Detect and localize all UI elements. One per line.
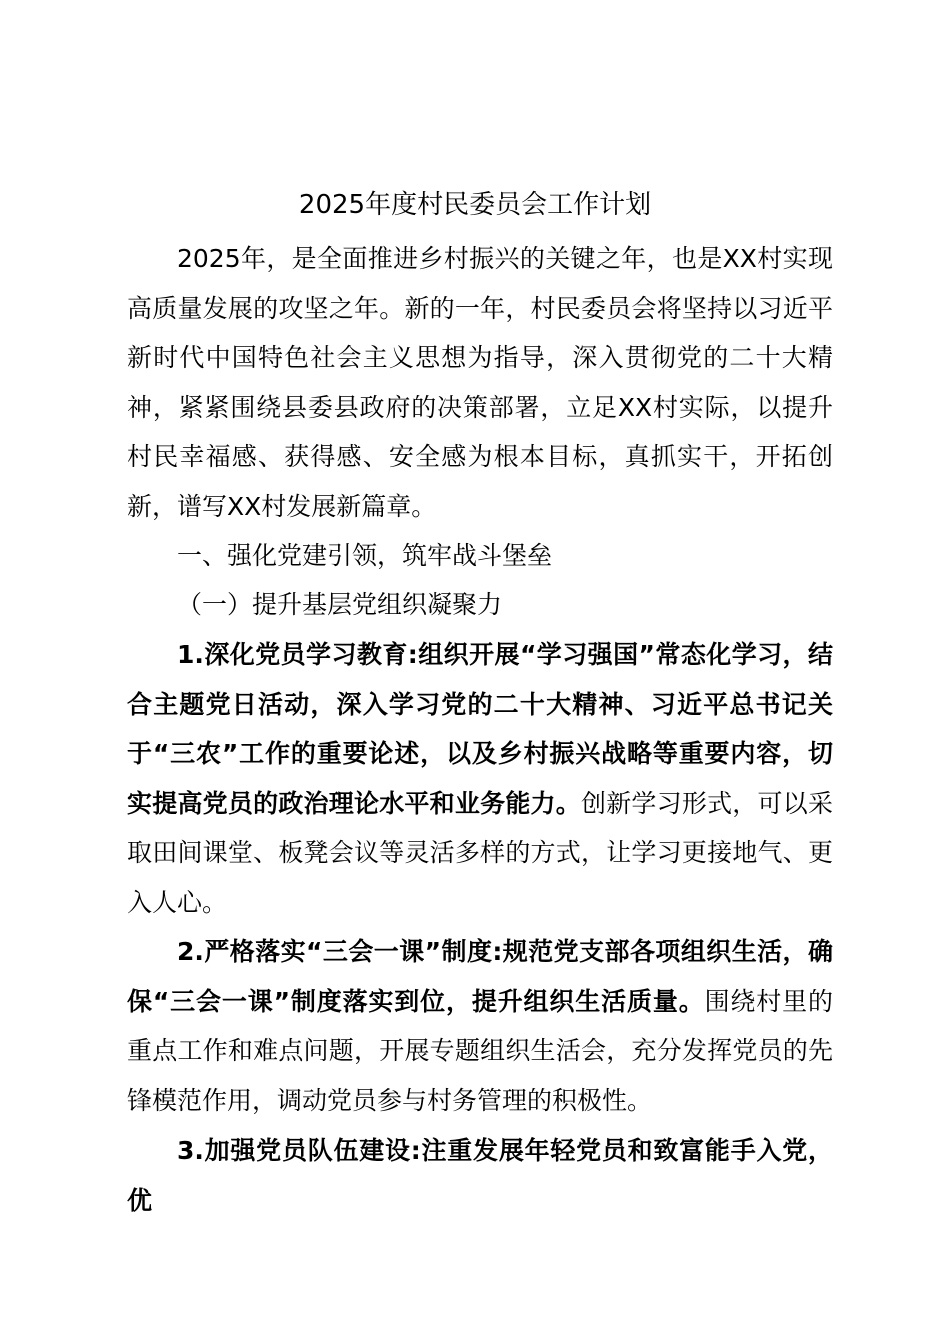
- list-item-bold-text: 2.严格落实“三会一课”制度:规范党支部各项组织生活，确保“三会一课”制度落实到位，提升组织生活质量。: [127, 937, 833, 1016]
- list-item-bold-text: 3.加强党员队伍建设:注重发展年轻党员和致富能手入党，优: [127, 1136, 833, 1215]
- subsection-heading: （一）提升基层党组织凝聚力: [177, 590, 503, 619]
- list-item: [127, 630, 833, 927]
- intro-paragraph: 2025年，是全面推进乡村振兴的关键之年，也是XX村实现高质量发展的攻坚之年。新的一年，村民委员会将坚持以习近平新时代中国特色社会主义思想为指导，深入贯彻党的二十大精神，紧紧围绕县委县政府的决策部署，立足XX村实际，以提升村民幸福感、获得感、安全感为根本目标，真抓实干，开拓创新，谱写XX村发展新篇章。: [127, 244, 833, 521]
- list-item-bold-text: 1.深化党员学习教育:组织开展“学习强国”常态化学习，结合主题党日活动，深入学习党的二十大精神、习近平总书记关于“三农”工作的重要论述，以及乡村振兴战略等重要内容，切实提高党员的政治理论水平和业务能力。: [127, 640, 833, 818]
- section-heading: 一、强化党建引领，筑牢战斗堡垒: [177, 541, 553, 570]
- document-title: 2025年度村民委员会工作计划: [298, 190, 652, 220]
- list-item-text: 创新学习形式，可以采取田间课堂、板凳会议等灵活多样的方式，让学习更接地气、更入人心。: [127, 788, 833, 917]
- list-item: [127, 1126, 833, 1225]
- list-item: [127, 927, 833, 1125]
- list-item-text: 围绕村里的重点工作和难点问题，开展专题组织生活会，充分发挥党员的先锋模范作用，调动党员参与村务管理的积极性。: [127, 986, 833, 1115]
